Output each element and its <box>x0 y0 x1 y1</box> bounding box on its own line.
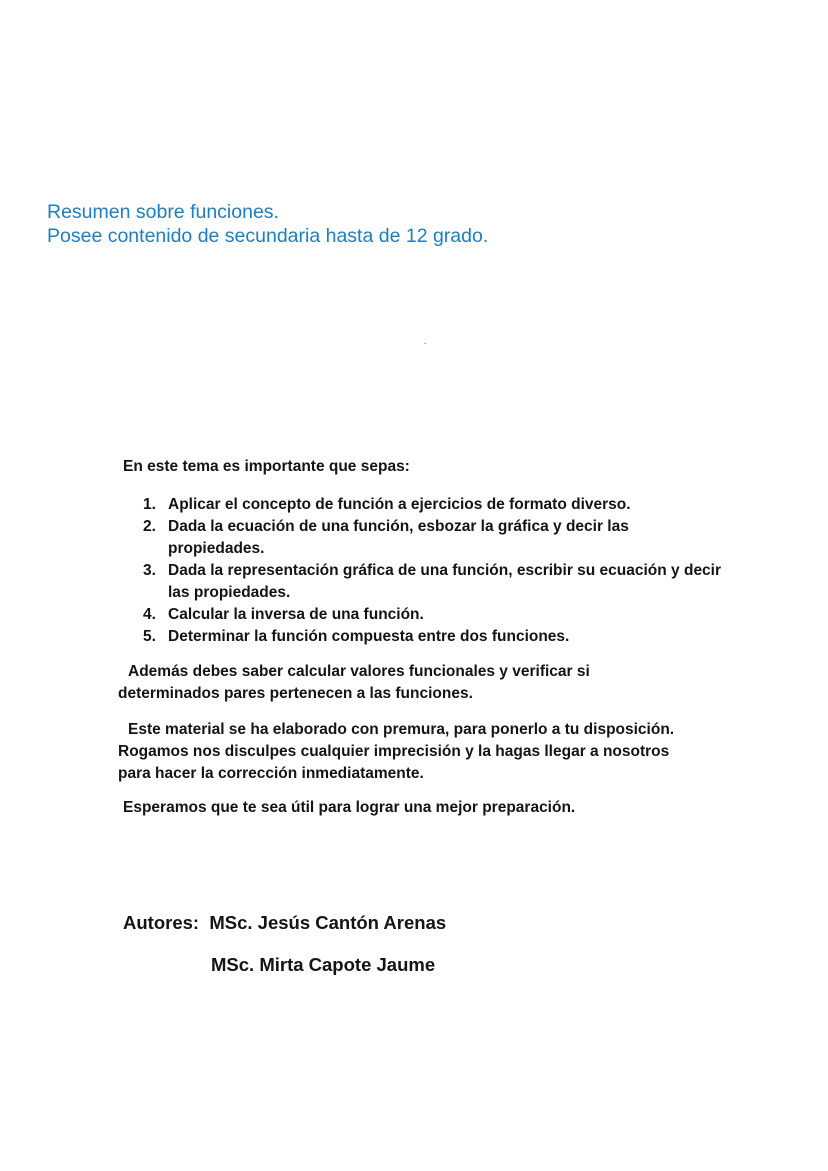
objective-item <box>143 516 688 560</box>
objective-number: 2. <box>143 518 156 535</box>
objective-text: Dada la ecuación de una función, esbozar la gráfica y decir las propiedades. <box>168 518 629 557</box>
header-line-2: Posee contenido de secundaria hasta de 12 grado. <box>47 225 489 247</box>
stray-dot <box>424 343 426 344</box>
intro-text: En este tema es importante que sepas: <box>123 458 410 475</box>
author-2: MSc. Mirta Capote Jaume <box>211 954 436 975</box>
objective-number: 4. <box>143 606 156 623</box>
additional-text: Además debes saber calcular valores funcionales y verificar si determinados pares pertenecen a las funciones. <box>118 663 590 702</box>
objective-item <box>143 626 743 648</box>
objective-text: Dada la representación gráfica de una función, escribir su ecuación y decir las propiedades. <box>168 562 722 601</box>
author-1: MSc. Jesús Cantón Arenas <box>209 912 447 933</box>
disclaimer-text: Este material se ha elaborado con premura, para ponerlo a tu disposición. Rogamos nos disculpes cualquier imprecisión y la hagas llegar a nosotros para hacer la corrección inmediatamente. <box>118 721 675 782</box>
authors-line <box>123 912 446 934</box>
additional-paragraph <box>118 661 638 705</box>
objective-item <box>143 494 743 516</box>
objectives-list <box>143 494 743 648</box>
objective-item <box>143 604 743 626</box>
objective-number: 1. <box>143 496 156 513</box>
objective-text: Calcular la inversa de una función. <box>168 606 424 623</box>
header-line-1: Resumen sobre funciones. <box>47 201 279 223</box>
authors-label: Autores: <box>123 912 200 933</box>
objective-text: Determinar la función compuesta entre dos funciones. <box>168 628 570 645</box>
objective-number: 5. <box>143 628 156 645</box>
objective-text: Aplicar el concepto de función a ejercicios de formato diverso. <box>168 496 631 513</box>
closing-paragraph: Esperamos que te sea útil para lograr una mejor preparación. <box>123 799 576 816</box>
objective-item <box>143 560 738 604</box>
document-header <box>47 200 488 248</box>
disclaimer-paragraph <box>118 719 683 785</box>
objective-number: 3. <box>143 562 156 579</box>
